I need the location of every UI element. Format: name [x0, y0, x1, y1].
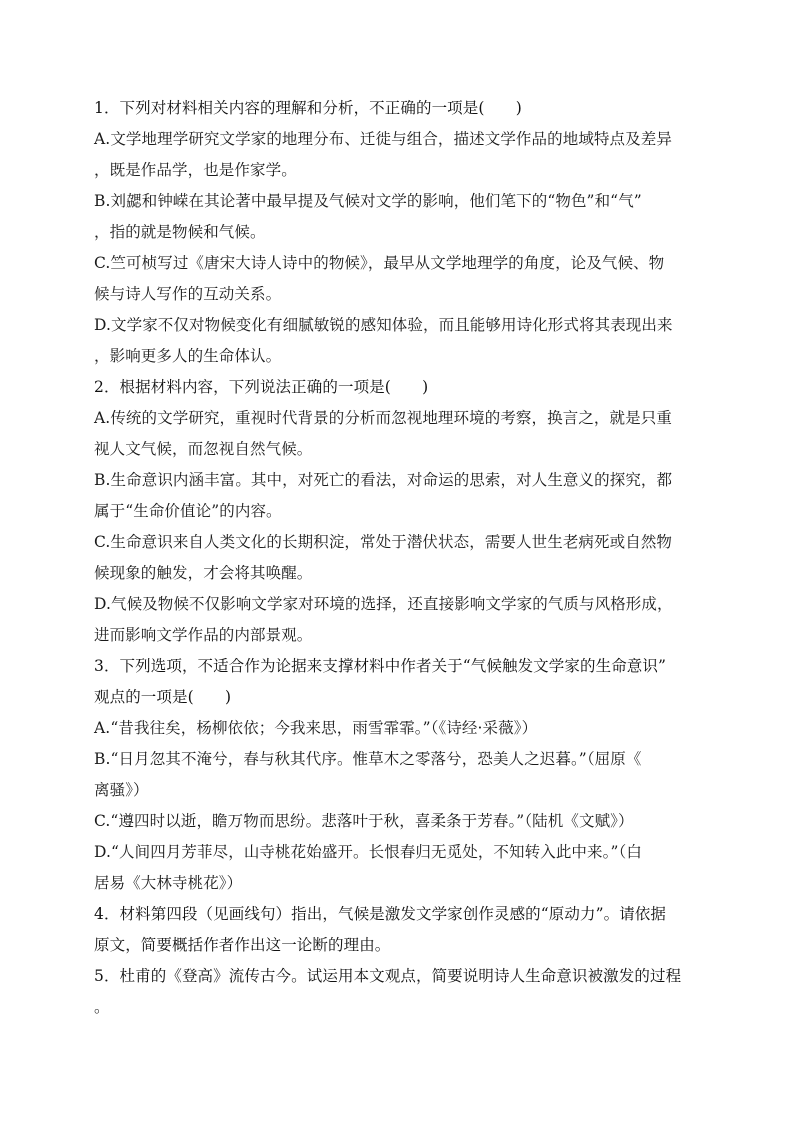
question-1-stem: 1．下列对材料相关内容的理解和分析，不正确的一项是( ): [94, 99, 522, 117]
question-list: [94, 93, 698, 1023]
question-2-option-d-cont: 进而影响文学作品的内部景观。: [94, 626, 313, 644]
question-2-option-d: D.气候及物候不仅影响文学家对环境的选择，还直接影响文学家的气质与风格形成，: [94, 595, 673, 613]
question-1-option-c-cont: 候与诗人写作的互动关系。: [94, 285, 282, 303]
question-1-option-b: B.刘勰和钟嵘在其论著中最早提及气候对文学的影响，他们笔下的“物色”和“气”: [94, 192, 642, 210]
question-5-stem-cont: 。: [94, 998, 110, 1016]
question-2-option-a-cont: 视人文气候，而忽视自然气候。: [94, 440, 313, 458]
question-3-option-d-cont: 居易《大林寺桃花》）: [94, 874, 243, 892]
question-2-option-a: A.传统的文学研究，重视时代背景的分析而忽视地理环境的考察，换言之，就是只重: [94, 409, 672, 427]
question-2-option-b-cont: 属于“生命价值论”的内容。: [94, 502, 282, 520]
question-2-option-b: B.生命意识内涵丰富。其中，对死亡的看法，对命运的思索，对人生意义的探究，都: [94, 471, 673, 489]
question-3-option-d: D.“人间四月芳菲尽，山寺桃花始盛开。长恨春归无觅处，不知转入此中来。”（白: [94, 843, 642, 861]
question-1-option-d-cont: ，影响更多人的生命体认。: [94, 347, 282, 365]
question-1: [94, 93, 698, 372]
question-1-option-a-cont: ，既是作品学，也是作家学。: [94, 161, 297, 179]
question-3-option-c: C.“遵四时以逝，瞻万物而思纷。悲落叶于秋，喜柔条于芳春。”（陆机《文赋》）: [94, 812, 634, 830]
question-3-stem-cont: 观点的一项是( ): [94, 688, 232, 706]
question-3-option-b: B.“日月忽其不淹兮，春与秋其代序。惟草木之零落兮，恐美人之迟暮。”（屈原《: [94, 750, 642, 768]
question-2: [94, 372, 698, 651]
question-1-option-b-cont: ，指的就是物候和气候。: [94, 223, 266, 241]
question-4: [94, 899, 698, 961]
question-4-stem-cont: 原文，简要概括作者作出这一论断的理由。: [94, 936, 391, 954]
question-5: [94, 961, 698, 1023]
question-1-option-d: D.文学家不仅对物候变化有细腻敏锐的感知体验，而且能够用诗化形式将其表现出来: [94, 316, 673, 334]
question-3-option-a: A.“昔我往矣，杨柳依依；今我来思，雨雪霏霏。”（《诗经·采薇》）: [94, 719, 538, 737]
question-2-option-c-cont: 候现象的触发，才会将其唤醒。: [94, 564, 313, 582]
question-3-option-b-cont: 离骚》）: [94, 781, 149, 799]
question-4-stem: 4．材料第四段（见画线句）指出，气候是激发文学家创作灵感的“原动力”。请依据: [94, 905, 667, 923]
question-3: [94, 651, 698, 899]
question-2-stem: 2．根据材料内容，下列说法正确的一项是( ): [94, 378, 429, 396]
question-5-stem: 5．杜甫的《登高》流传古今。试运用本文观点，简要说明诗人生命意识被激发的过程: [94, 967, 682, 985]
question-1-option-a: A.文学地理学研究文学家的地理分布、迁徙与组合，描述文学作品的地域特点及差异: [94, 130, 672, 148]
question-1-option-c: C.竺可桢写过《唐宋大诗人诗中的物候》，最早从文学地理学的角度，论及气候、物: [94, 254, 665, 272]
question-2-option-c: C.生命意识来自人类文化的长期积淀，常处于潜伏状态，需要人世生老病死或自然物: [94, 533, 673, 551]
question-3-stem: 3．下列选项，不适合作为论据来支撑材料中作者关于“气候触发文学家的生命意识”: [94, 657, 667, 675]
